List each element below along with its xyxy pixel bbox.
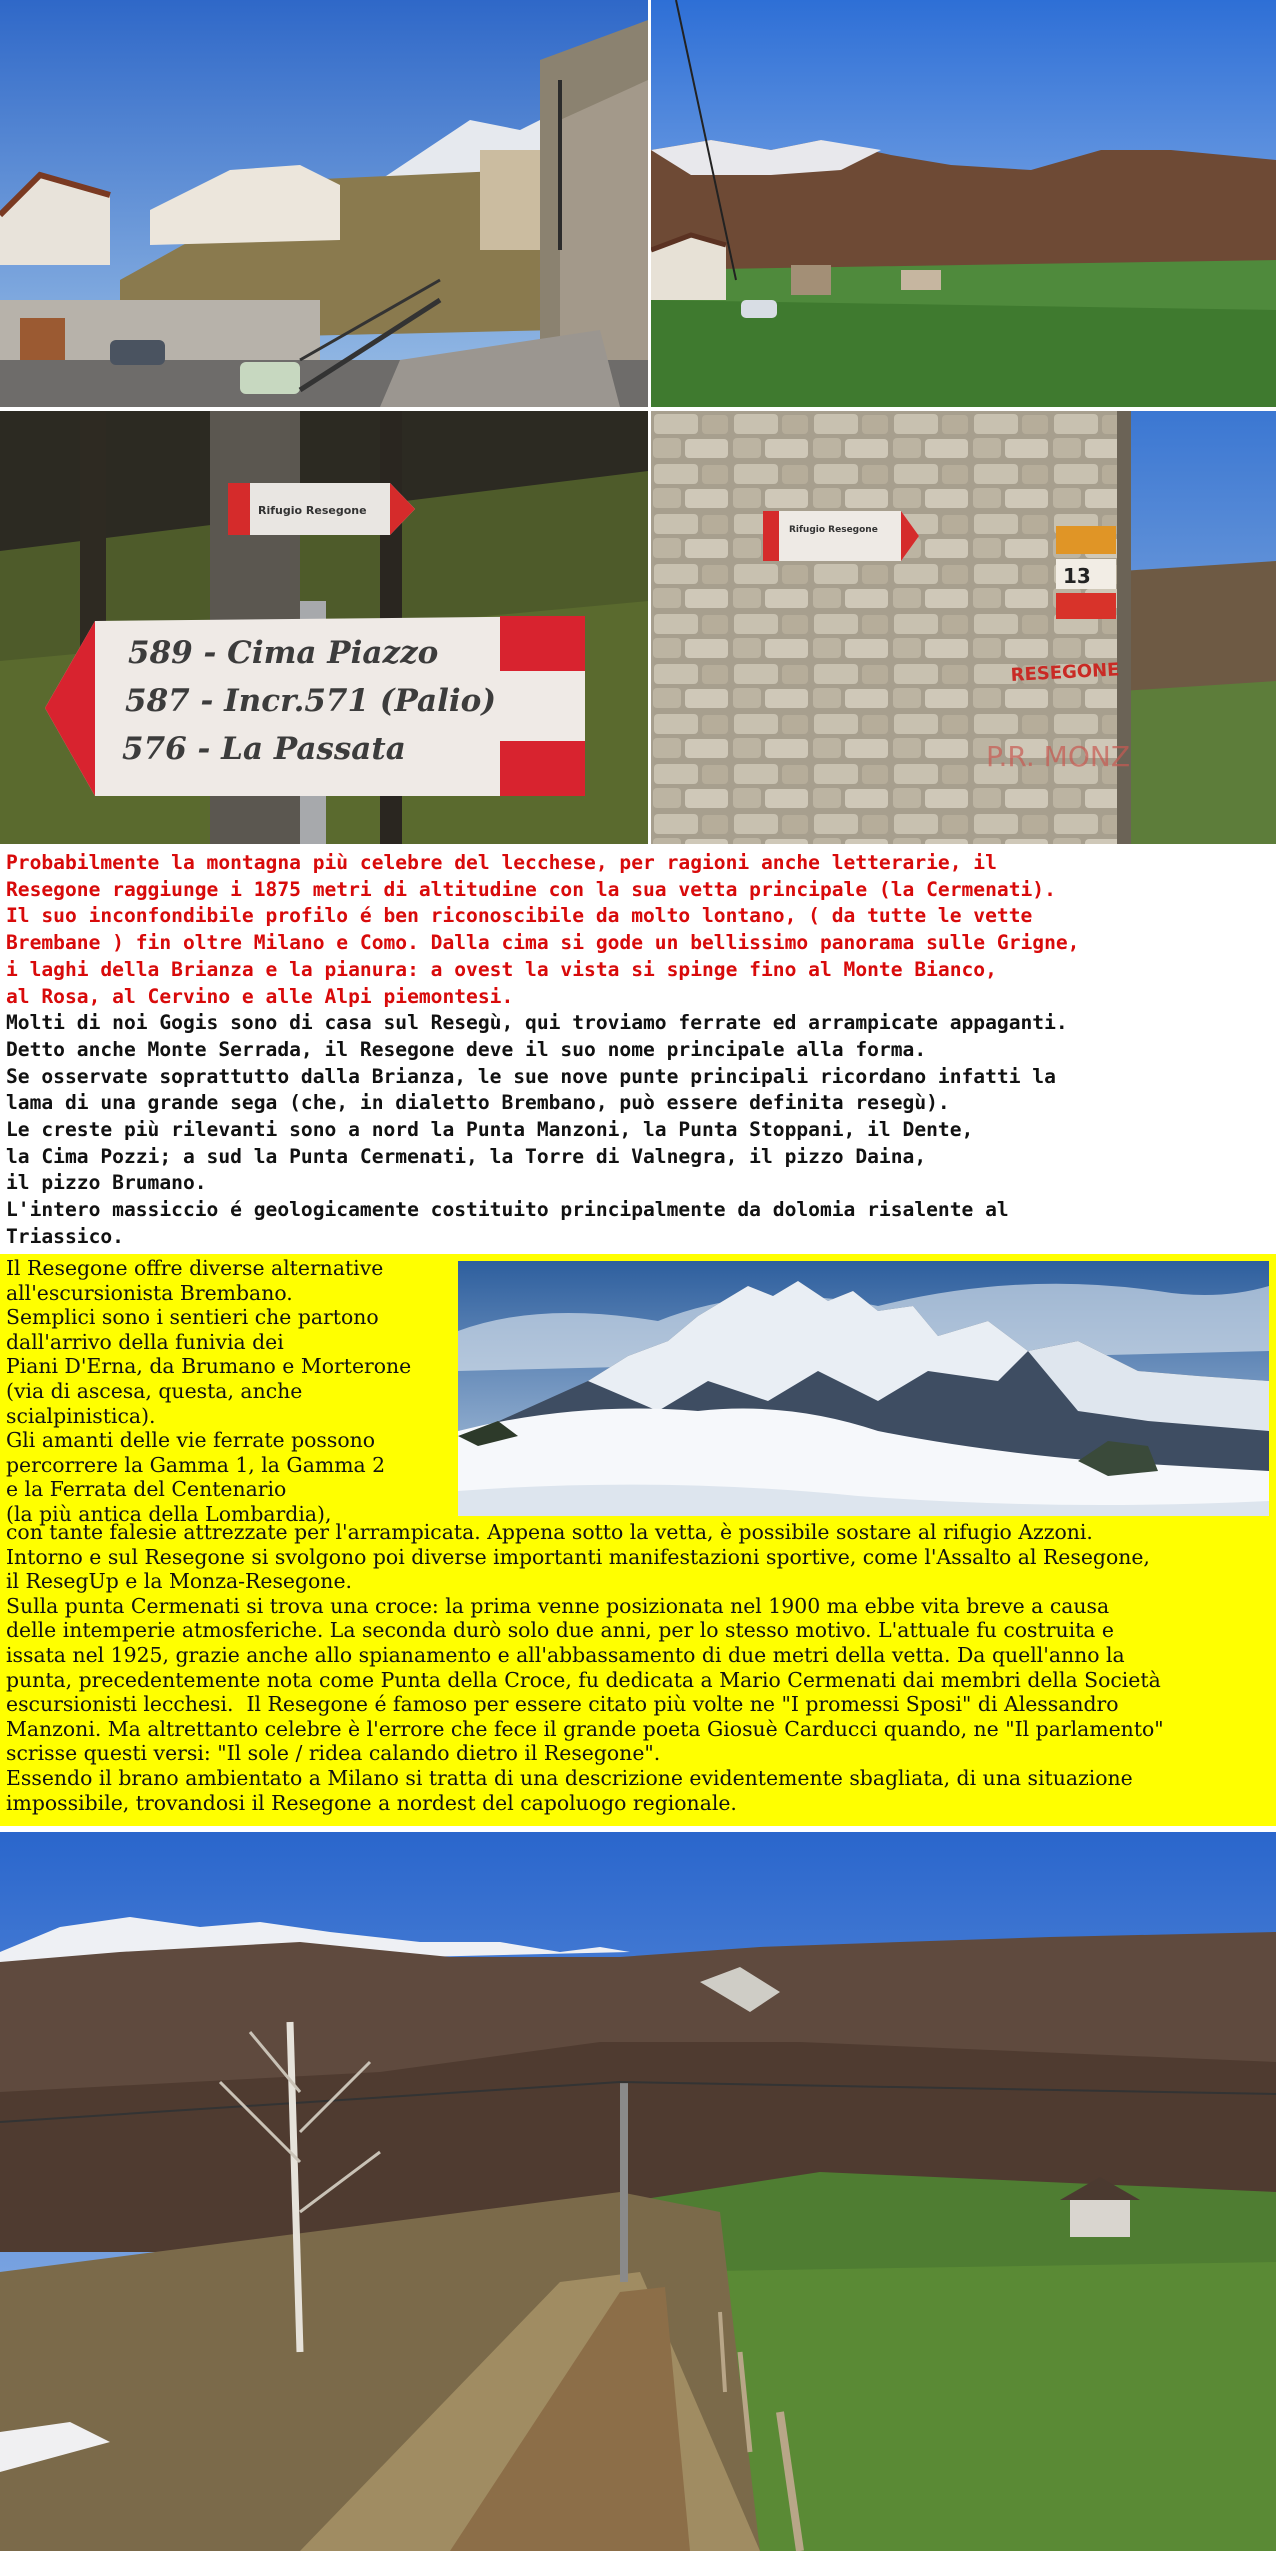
yellow-full-text [0, 1520, 1164, 1815]
yellow-side-line: Piani D'Erna, da Brumano e Morterone [6, 1354, 412, 1379]
intro-red-line: al Rosa, al Cervino e alle Alpi piemontesi. [6, 984, 514, 1008]
village-stairs-photo [0, 0, 648, 407]
intro-black-line: la Cima Pozzi; a sud la Punta Cermenati, la Torre di Valnegra, il pizzo Daina, [6, 1144, 927, 1168]
yellow-side-line: Semplici sono i sentieri che partono [6, 1305, 379, 1330]
intro-black-line: Triassico. [6, 1224, 124, 1248]
yellow-full-line: il ResegUp e la Monza-Resegone. [6, 1569, 352, 1594]
trail-marker-number: 13 [1063, 564, 1091, 588]
yellow-text-block [0, 1254, 1276, 1826]
trail-sign-photo [0, 411, 648, 844]
yellow-side-line: Gli amanti delle vie ferrate possono [6, 1428, 376, 1453]
small-trail-sign-text: Rifugio Resegone [258, 504, 367, 517]
trail-meadow-photo [0, 1832, 1276, 2551]
yellow-full-line: impossibile, trovandosi il Resegone a nordest del capoluogo regionale. [6, 1790, 737, 1815]
intro-black-line: Molti di noi Gogis sono di casa sul Resegù, qui troviamo ferrate ed arrampicate appaganti. [6, 1011, 1068, 1035]
intro-black-line: lama di una grande sega (che, in dialetto Brembano, può essere definita resegù). [6, 1091, 950, 1115]
intro-red-line: Resegone raggiunge i 1875 metri di altitudine con la sua vetta principale (la Cermenati). [6, 877, 1056, 901]
sign-line-2: 587 - Incr.571 (Palio) [125, 683, 496, 719]
wall-sign-text: Rifugio Resegone [789, 525, 878, 535]
intro-red-line: Brembane ) fin oltre Milano e Como. Dalla cima si gode un bellissimo panorama sulle Grigne, [6, 931, 1080, 955]
sign-line-1: 589 - Cima Piazzo [128, 635, 439, 671]
intro-red-line: Probabilmente la montagna più celebre del lecchese, per ragioni anche letterarie, il [6, 851, 997, 874]
large-trail-sign [45, 616, 585, 796]
meadow-mountains-photo [651, 0, 1276, 407]
painted-resegone-text: RESEGONE [1010, 659, 1120, 686]
yellow-side-line: dall'arrivo della funivia dei [6, 1329, 284, 1354]
yellow-side-line: all'escursionista Brembano. [6, 1280, 293, 1305]
yellow-full-line: issata nel 1925, grazie anche allo spianamento e all'abbassamento di due metri della vetta. Da quell'anno la [6, 1642, 1125, 1667]
intro-black-line: Detto anche Monte Serrada, il Resegone deve il suo nome principale alla forma. [6, 1037, 927, 1061]
intro-red-line: i laghi della Brianza e la pianura: a ovest la vista si spinge fino al Monte Bianco, [6, 957, 997, 981]
intro-red-line: Il suo inconfondibile profilo é ben riconoscibile da molto lontano, ( da tutte le vette [6, 904, 1033, 928]
yellow-side-line: Il Resegone offre diverse alternative [6, 1256, 384, 1280]
yellow-side-line: (la più antica della Lombardia), [6, 1501, 332, 1526]
yellow-full-line: Intorno e sul Resegone si svolgono poi diverse importanti manifestazioni sportive, come l'Assalto al Resegone, [6, 1544, 1150, 1569]
intro-black-line: Se osservate soprattutto dalla Brianza, le sue nove punte principali ricordano infatti la [6, 1064, 1056, 1088]
yellow-side-line: e la Ferrata del Centenario [6, 1477, 287, 1502]
yellow-side-line: scialpinistica). [6, 1403, 156, 1428]
intro-text-block [0, 846, 1276, 1254]
intro-black-line: Le creste più rilevanti sono a nord la Punta Manzoni, la Punta Stoppani, il Dente, [6, 1118, 974, 1142]
yellow-full-line: Essendo il brano ambientato a Milano si tratta di una descrizione evidentemente sbagliata, di una situazione [6, 1765, 1133, 1790]
yellow-full-line: scrisse questi versi: "Il sole / ridea calando dietro il Resegone". [6, 1741, 661, 1766]
yellow-full-line: Manzoni. Ma altrettanto celebre è l'errore che fece il grande poeta Giosuè Carducci quando, ne "Il parlamento" [6, 1716, 1164, 1741]
yellow-full-line: punta, precedentemente nota come Punta della Croce, fu dedicata a Mario Cermenati dai membri della Società [6, 1667, 1161, 1692]
yellow-full-line: Sulla punta Cermenati si trova una croce: la prima venne posizionata nel 1900 ma ebbe vita breve a causa [6, 1593, 1110, 1618]
sign-line-3: 576 - La Passata [122, 731, 406, 767]
stone-wall-photo [651, 411, 1276, 844]
yellow-side-line: percorrere la Gamma 1, la Gamma 2 [6, 1452, 386, 1477]
yellow-side-line: (via di ascesa, questa, anche [6, 1378, 303, 1403]
yellow-full-line: delle intemperie atmosferiche. La seconda durò solo due anni, per lo stesso motivo. L'attuale fu costruita e [6, 1618, 1115, 1643]
wall-trail-sign [763, 511, 919, 561]
intro-black-line: il pizzo Brumano. [6, 1171, 207, 1195]
intro-black-line: L'intero massiccio é geologicamente costituito principalmente da dolomia risalente al [6, 1198, 1009, 1222]
small-trail-sign [228, 483, 415, 535]
yellow-full-line: escursionisti lecchesi. Il Resegone é famoso per essere citato più volte ne "I promessi Sposi" di Alessandro [6, 1692, 1119, 1717]
painted-faded-text: P.R. MONZ [986, 740, 1131, 773]
yellow-full-line: con tante falesie attrezzate per l'arrampicata. Appena sotto la vetta, è possibile sostare al rifugio Azzoni. [6, 1520, 1093, 1544]
yellow-side-text [0, 1256, 411, 1527]
